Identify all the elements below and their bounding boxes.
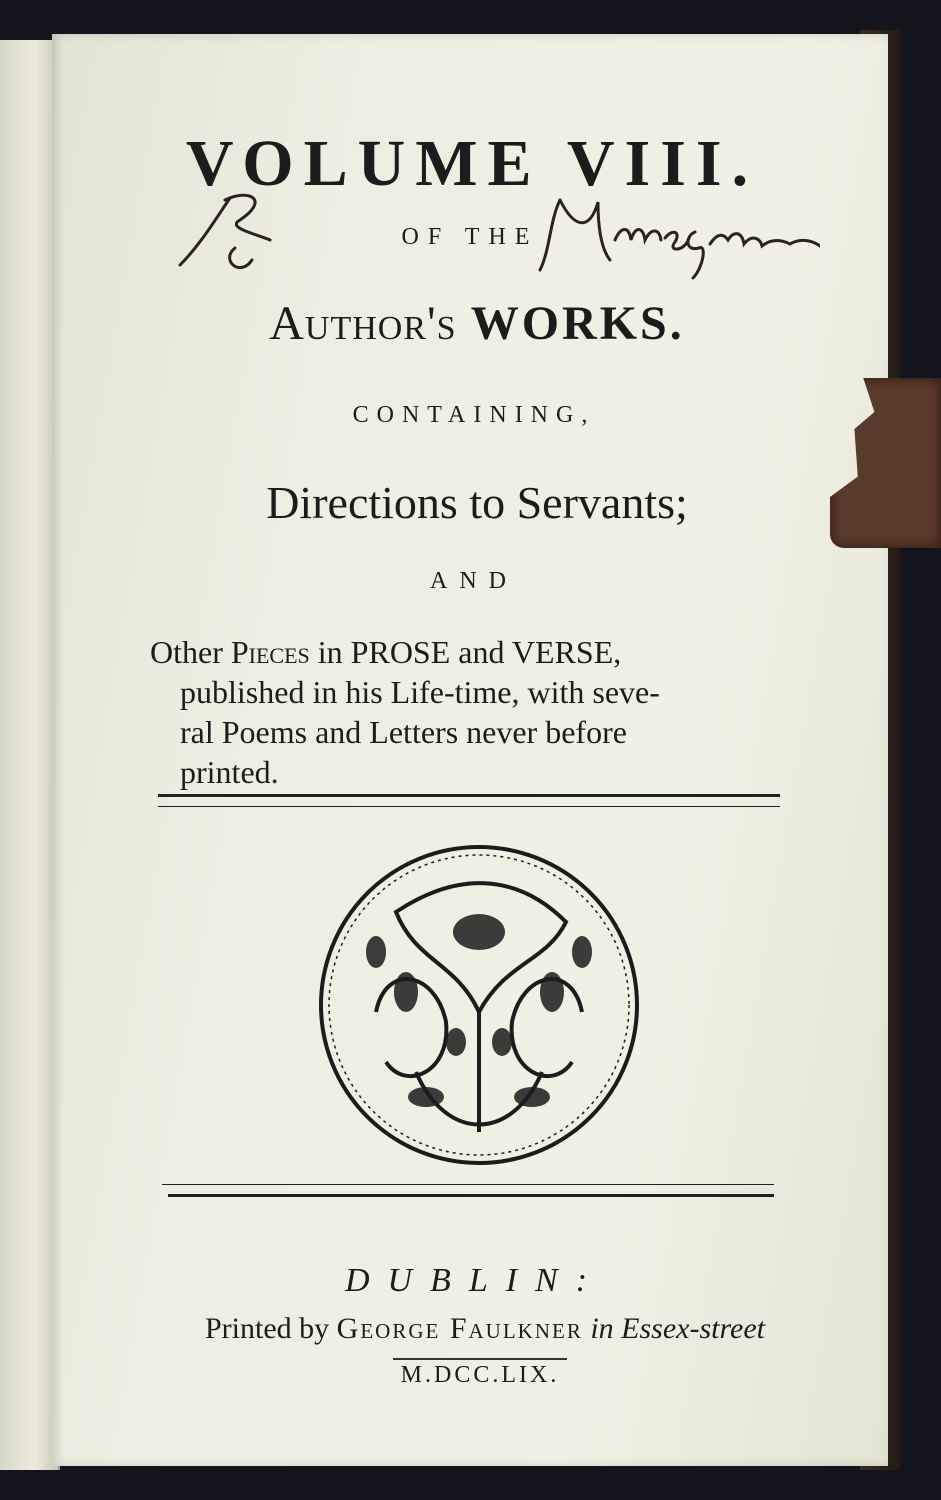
title-page — [52, 34, 888, 1466]
imprint-city: DUBLIN: — [344, 1262, 606, 1299]
facing-page-edge — [0, 40, 60, 1470]
description-line-1 — [150, 632, 778, 672]
description-line-4: printed. — [180, 754, 279, 790]
printed-by-text: Printed by — [204, 1312, 330, 1345]
description-line-1-rest: in PROSE and VERSE, — [317, 634, 622, 670]
works-main: WORKS. — [470, 297, 685, 350]
of-the-line: OF THE — [401, 224, 539, 250]
description-word-other: Other — [150, 634, 223, 670]
printer-location: in Essex-street — [590, 1312, 765, 1345]
imprint-year-text: M.DCC.LIX. — [393, 1358, 568, 1388]
volume-heading: VOLUME VIII. — [185, 127, 759, 200]
directions-heading: Directions to Servants; — [266, 477, 688, 528]
bottom-rule-thick — [168, 1194, 774, 1197]
printer-name: George Faulkner — [336, 1312, 583, 1345]
printer-ornament-icon — [316, 842, 642, 1168]
description-line-2: published in his Life-time, with seve- — [180, 674, 660, 710]
and-line: AND — [430, 568, 518, 594]
description-line-3: ral Poems and Letters never before — [180, 714, 627, 750]
bottom-rule-thin — [162, 1184, 774, 1185]
description-paragraph — [150, 632, 778, 792]
containing-line: CONTAINING, — [352, 402, 596, 428]
description-word-pieces: Pieces — [230, 634, 310, 670]
top-rule-thin — [158, 806, 780, 807]
imprint-year — [72, 1362, 888, 1389]
works-heading — [66, 296, 888, 351]
works-prefix: Author's — [269, 297, 457, 350]
imprint-printer — [82, 1312, 888, 1346]
top-rule-thick — [158, 794, 780, 797]
